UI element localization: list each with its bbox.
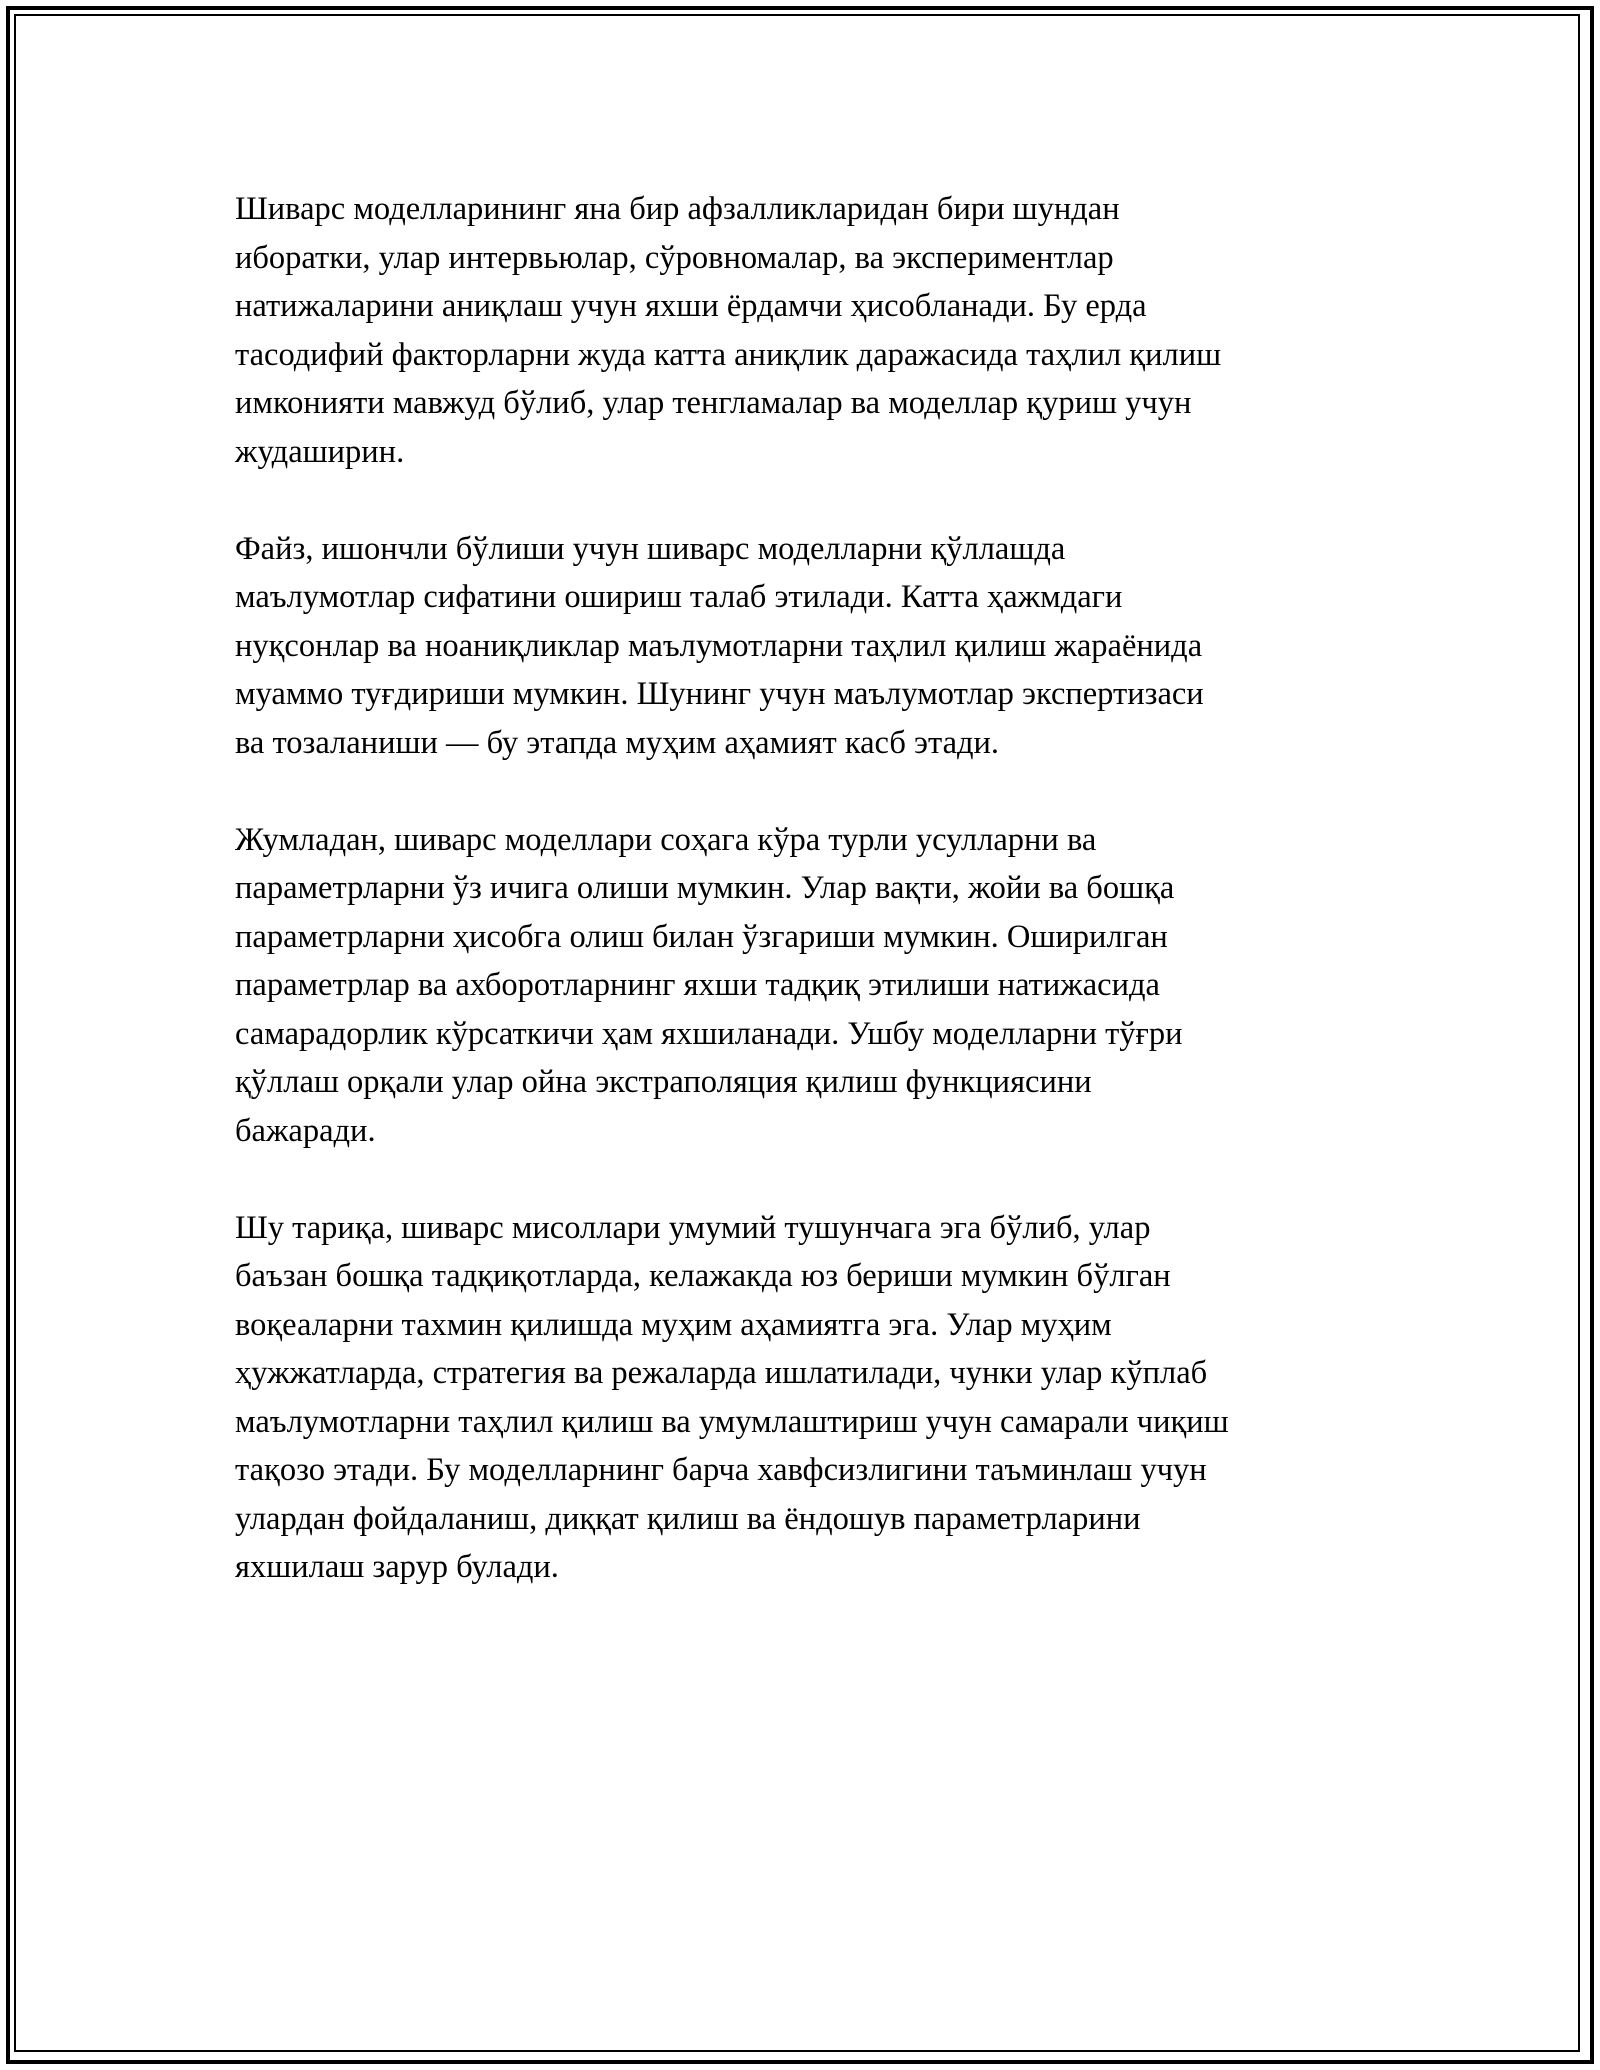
text-line: яхшилаш зарур булади. [235, 1549, 559, 1585]
paragraph-2 [235, 525, 1365, 768]
paragraph-3 [235, 816, 1365, 1156]
text-line: улардан фойдаланиш, диққат қилиш ва ёндошув параметрларини [235, 1500, 1141, 1537]
text-line: натижаларини аниқлаш учун яхши ёрдамчи ҳисобланади. Бу ерда [235, 288, 1147, 324]
text-line: имконияти мавжуд бўлиб, улар тенгламалар ва моделлар қуриш учун [235, 385, 1192, 421]
text-line: параметрларни ҳисобга олиш билан ўзгариши мумкин. Оширилган [235, 918, 1168, 955]
text-line: маълумотлар сифатини ошириш талаб этилади. Катта ҳажмдаги [235, 579, 1123, 615]
text-line: тасодифий факторларни жуда катта аниқлик даражасида таҳлил қилиш [235, 336, 1222, 373]
document-body [235, 185, 1365, 1640]
text-line: тақозо этади. Бу моделларнинг барча хавфсизлигини таъминлаш учун [235, 1452, 1207, 1488]
text-line: нуқсонлар ва ноаниқликлар маълумотларни таҳлил қилиш жараёнида [235, 627, 1203, 664]
text-line: воқеаларни тахмин қилишда муҳим аҳамиятга эга. Улар муҳим [235, 1306, 1112, 1343]
paragraph-1 [235, 185, 1365, 476]
text-line: бажаради. [235, 1112, 376, 1149]
text-line: Файз, ишончли бўлиши учун шиварс моделларни қўллашда [235, 530, 1066, 567]
text-line: қўллаш орқали улар ойна экстраполяция қилиш функциясини [235, 1064, 1092, 1100]
text-line: параметрлар ва ахборотларнинг яхши тадқиқ этилиши натижасида [235, 967, 1160, 1003]
text-line: жудаширин. [235, 433, 405, 470]
text-line: иборатки, улар интервьюлар, сўровномалар, ва экспериментлар [235, 239, 1114, 276]
text-line: муаммо туғдириши мумкин. Шунинг учун маълумотлар экспертизаси [235, 676, 1204, 712]
text-line: баъзан бошқа тадқиқотларда, келажакда юз бериши мумкин бўлган [235, 1258, 1171, 1294]
text-line: ҳужжатларда, стратегия ва режаларда ишлатилади, чунки улар кўплаб [235, 1355, 1208, 1391]
text-line: параметрларни ўз ичига олиши мумкин. Улар вақти, жойи ва бошқа [235, 870, 1175, 906]
text-line: маълумотларни таҳлил қилиш ва умумлаштириш учун самарали чиқиш [235, 1403, 1229, 1440]
text-line: ва тозаланиши — бу этапда муҳим аҳамият касб этади. [235, 724, 1000, 761]
text-line: Шу тариқа, шиварс мисоллари умумий тушунчага эга бўлиб, улар [235, 1209, 1151, 1246]
text-line: Шиварс моделларининг яна бир афзалликларидан бири шундан [235, 191, 1120, 227]
text-line: самарадорлик кўрсаткичи ҳам яхшиланади. Ушбу моделларни тўғри [235, 1015, 1183, 1052]
text-line: Жумладан, шиварс моделлари соҳага кўра турли усулларни ва [235, 821, 1097, 858]
paragraph-4 [235, 1204, 1365, 1592]
